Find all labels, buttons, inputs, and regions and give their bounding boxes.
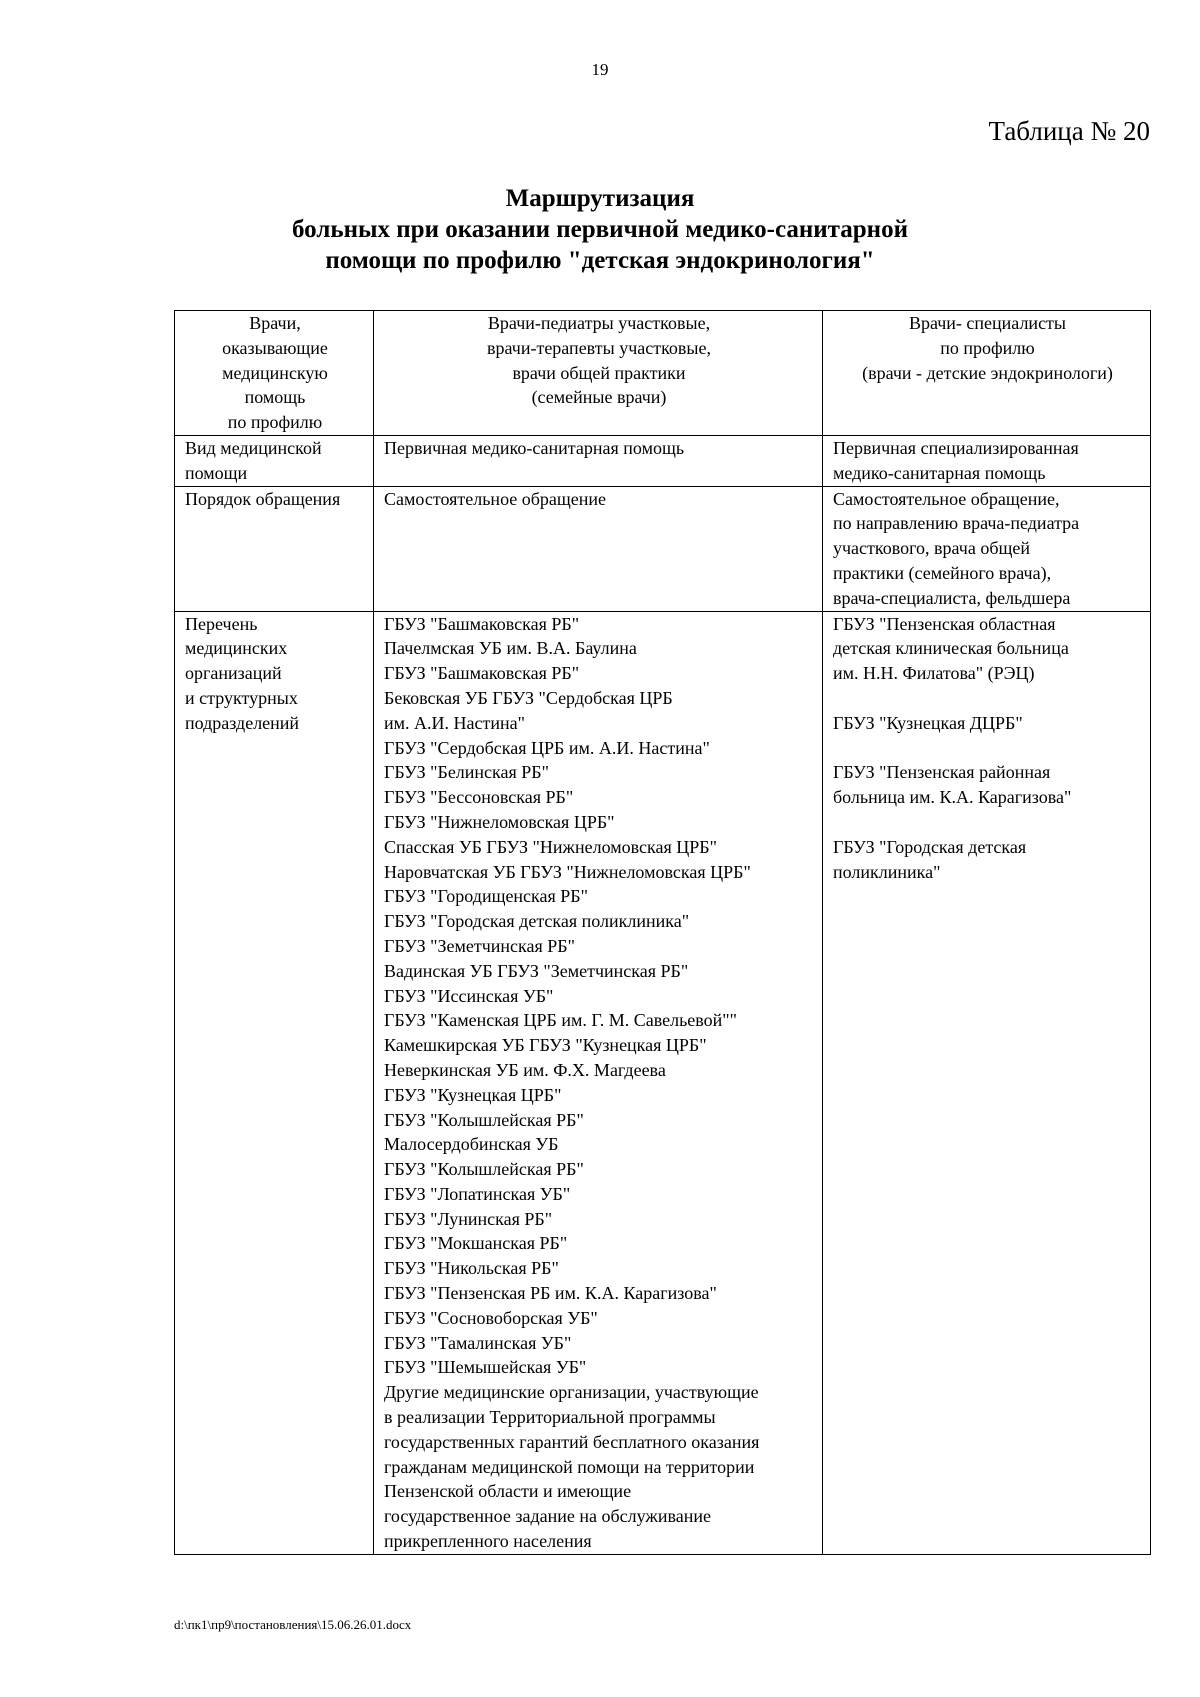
cell-line: в реализации Территориальной программы — [384, 1407, 716, 1428]
cell-line: по направлению врача-педиатра — [833, 513, 1080, 534]
cell-line — [833, 736, 1142, 761]
cell-line: медицинских — [185, 638, 288, 659]
cell-line: ГБУЗ "Никольская РБ" — [384, 1258, 559, 1279]
row-label — [175, 486, 374, 611]
cell-line: им. Н.Н. Филатова" (РЭЦ) — [833, 663, 1035, 684]
title-line: больных при оказании первичной медико-санитарной — [292, 216, 908, 243]
specialized-care-cell — [823, 435, 1151, 486]
cell-line: государственное задание на обслуживание — [384, 1506, 711, 1527]
row-label — [175, 611, 374, 1554]
cell-line: Первичная медико-санитарная помощь — [384, 437, 685, 458]
cell-line: Пензенской области и имеющие — [384, 1481, 632, 1502]
cell-line: врача-специалиста, фельдшера — [833, 587, 1071, 608]
cell-line: Вадинская УБ ГБУЗ "Земетчинская РБ" — [384, 960, 689, 981]
cell-line: ГБУЗ "Городская детская поликлиника" — [384, 911, 690, 932]
specialized-care-cell — [823, 486, 1151, 611]
document-title — [0, 183, 1200, 276]
cell-line: практики (семейного врача), — [833, 562, 1052, 583]
cell-line: ГБУЗ "Земетчинская РБ" — [384, 935, 575, 956]
cell-line: ГБУЗ "Мокшанская РБ" — [384, 1233, 568, 1254]
cell-line: ГБУЗ "Шемышейская УБ" — [384, 1357, 587, 1378]
cell-line: им. А.И. Настина" — [384, 712, 525, 733]
cell-line: Малосердобинская УБ — [384, 1134, 559, 1155]
cell-line: Камешкирская УБ ГБУЗ "Кузнецкая ЦРБ" — [384, 1035, 707, 1056]
cell-line: гражданам медицинской помощи на территории — [384, 1456, 755, 1477]
cell-line: ГБУЗ "Иссинская УБ" — [384, 985, 554, 1006]
header-cell-specialists — [823, 311, 1151, 436]
table-row-care-type — [175, 435, 1151, 486]
table-row-organizations — [175, 611, 1151, 1554]
cell-line: ГБУЗ "Нижнеломовская ЦРБ" — [384, 811, 615, 832]
cell-line: подразделений — [185, 712, 300, 733]
cell-line: по профилю — [227, 412, 323, 433]
cell-line: больница им. К.А. Карагизова" — [833, 787, 1072, 808]
cell-line: ГБУЗ "Пензенская областная — [833, 613, 1056, 634]
cell-line: ГБУЗ "Пензенская районная — [833, 762, 1051, 783]
cell-line: по профилю — [940, 337, 1035, 358]
cell-line: ГБУЗ "Кузнецкая ЦРБ" — [384, 1084, 562, 1105]
cell-line: медико-санитарная помощь — [833, 462, 1046, 483]
cell-line: ГБУЗ "Сосновоборская УБ" — [384, 1307, 598, 1328]
cell-line: ГБУЗ "Колышлейская РБ" — [384, 1159, 584, 1180]
cell-line: Первичная специализированная — [833, 437, 1079, 458]
cell-line: Пачелмская УБ им. В.А. Баулина — [384, 638, 637, 659]
cell-line: помощи — [185, 462, 248, 483]
cell-line: ГБУЗ "Белинская РБ" — [384, 762, 549, 783]
cell-line: Другие медицинские организации, участвующие — [384, 1382, 759, 1403]
table-row-referral — [175, 486, 1151, 611]
header-cell-primary — [374, 311, 823, 436]
cell-line: ГБУЗ "Кузнецкая ДЦРБ" — [833, 712, 1023, 733]
primary-care-cell — [374, 435, 823, 486]
cell-line: (семейные врачи) — [531, 387, 667, 408]
cell-line: ГБУЗ "Лопатинская УБ" — [384, 1183, 571, 1204]
cell-line: ГБУЗ "Колышлейская РБ" — [384, 1109, 584, 1130]
cell-line: ГБУЗ "Лунинская РБ" — [384, 1208, 553, 1229]
cell-line: Вид медицинской — [185, 437, 322, 458]
primary-organizations-list — [374, 611, 823, 1554]
title-line: Маршрутизация — [505, 185, 695, 212]
cell-line: детская клиническая больница — [833, 638, 1069, 659]
cell-line: врачи общей практики — [512, 362, 686, 383]
cell-line: Самостоятельное обращение — [384, 488, 607, 509]
primary-care-cell — [374, 486, 823, 611]
cell-line: прикрепленного населения — [384, 1531, 592, 1552]
cell-line: ГБУЗ "Городищенская РБ" — [384, 886, 588, 907]
cell-line: ГБУЗ "Башмаковская РБ" — [384, 613, 580, 634]
row-label — [175, 435, 374, 486]
specialized-organizations-list — [823, 611, 1151, 1554]
cell-line: Врачи-педиатры участковые, — [487, 313, 711, 333]
title-line: помощи по профилю "детская эндокринология" — [325, 247, 875, 274]
cell-line: ГБУЗ "Городская детская — [833, 836, 1027, 857]
cell-line: ГБУЗ "Сердобская ЦРБ им. А.И. Настина" — [384, 737, 710, 758]
cell-line: государственных гарантий бесплатного оказания — [384, 1431, 760, 1452]
cell-line: ГБУЗ "Тамалинская УБ" — [384, 1332, 572, 1353]
cell-line: Спасская УБ ГБУЗ "Нижнеломовская ЦРБ" — [384, 836, 717, 857]
cell-line: врачи-терапевты участковые, — [487, 337, 711, 358]
cell-line: Порядок обращения — [185, 488, 341, 509]
table-number: Таблица № 20 — [988, 116, 1150, 146]
cell-line: Врачи- специалисты — [908, 313, 1067, 333]
cell-line: Неверкинская УБ им. Ф.Х. Магдеева — [384, 1059, 666, 1080]
cell-line: Перечень — [185, 613, 258, 634]
cell-line — [833, 810, 1142, 835]
routing-table — [174, 310, 1151, 1555]
cell-line: и структурных — [185, 687, 298, 708]
cell-line: участкового, врача общей — [833, 538, 1030, 559]
cell-line: ГБУЗ "Бессоновская РБ" — [384, 787, 574, 808]
page-number: 19 — [591, 60, 609, 79]
cell-line: (врачи - детские эндокринологи) — [862, 362, 1113, 383]
cell-line: Врачи, — [249, 313, 301, 333]
cell-line: ГБУЗ "Каменская ЦРБ им. Г. М. Савельевой"" — [384, 1010, 737, 1031]
cell-line — [833, 686, 1142, 711]
cell-line: оказывающие — [222, 337, 328, 358]
cell-line: Самостоятельное обращение, — [833, 488, 1060, 509]
cell-line: медицинскую — [222, 362, 328, 383]
cell-line: ГБУЗ "Башмаковская РБ" — [384, 663, 580, 684]
file-path-footer: d:\пк1\пр9\постановления\15.06.26.01.docx — [174, 1617, 412, 1632]
cell-line: поликлиника" — [833, 861, 941, 882]
cell-line: ГБУЗ "Пензенская РБ им. К.А. Карагизова" — [384, 1283, 717, 1304]
cell-line: Бековская УБ ГБУЗ "Сердобская ЦРБ — [384, 687, 673, 708]
cell-line: помощь — [244, 387, 306, 408]
cell-line: Наровчатская УБ ГБУЗ "Нижнеломовская ЦРБ" — [384, 861, 751, 882]
cell-line: организаций — [185, 663, 282, 684]
table-header-row — [175, 311, 1151, 436]
header-cell-doctors — [175, 311, 374, 436]
